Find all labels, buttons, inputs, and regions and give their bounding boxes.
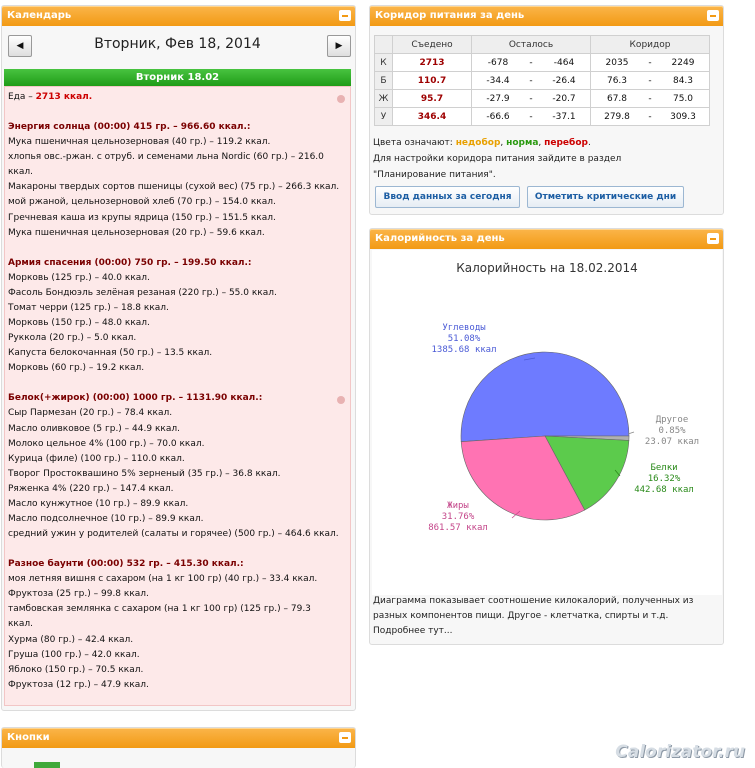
food-total-value: 2713 ккал. [35,92,93,102]
row-label: У [375,108,393,126]
buttons-panel-icon [34,762,60,768]
remaining-min: -27.9 [472,90,525,108]
food-item: моя летняя вишня с сахаром (на 1 кг 100 гр) (40 гр.) – 33.4 ккал. [8,574,318,585]
buttons-panel-header [2,728,355,748]
food-item: Капуста белокочанная (50 гр.) – 13.5 ккал. [8,348,213,359]
remaining-min: -34.4 [472,72,525,90]
chart-desc-line2: разных компонентов пищи. Другое - клетчатка, спирты и т.д. [373,611,669,621]
calendar-panel-header [2,6,355,26]
meal-header: Армия спасения (00:00) 750 гр. – 199.50 ккал.: [8,257,252,268]
food-item: Томат черри (125 гр.) – 18.8 ккал. [8,302,169,313]
minimize-icon[interactable] [339,732,351,743]
corridor-max: 309.3 [657,108,710,126]
drop-icon[interactable] [337,95,345,103]
food-item: Макароны твердых сортов пшеницы (сухой вес) (75 гр.) – 266.3 ккал. [8,182,340,193]
food-item: Фруктоза (25 гр.) – 99.8 ккал. [8,589,149,600]
pie-label-kcal-label: 442.68 ккал [634,485,694,495]
food-item: ккал. [8,167,34,178]
arrow-right-icon: ▶ [335,41,343,51]
next-day-button[interactable] [327,35,351,57]
corridor-min: 67.8 [591,90,644,108]
top-cut-text [0,0,755,4]
dash: - [524,108,538,126]
enter-today-button[interactable]: Ввод данных за сегодня [375,186,520,208]
pie-label-percent-label: 31.76% [441,512,475,522]
eaten-value: 110.7 [393,72,472,90]
calories-panel-title: Калорийность за день [375,233,505,244]
legend-under: недобор [455,138,501,148]
corridor-row [375,90,710,108]
remaining-min: -678 [472,54,525,72]
col-eaten: Съедено [393,36,472,54]
food-item: Хурма (80 гр.) – 42.4 ккал. [8,634,134,645]
pie-label-name: Углеводы [442,323,486,333]
legend-over: перебор [544,138,588,148]
pie-label-name: Другое [655,415,689,425]
dash: - [643,108,657,126]
watermark-logo: Calorizator.ru [615,742,745,762]
food-item: Морковь (125 гр.) – 40.0 ккал. [8,272,150,283]
food-item: Курица (филе) (100 гр.) – 110.0 ккал. [8,453,185,464]
food-total: Еда – 2713 ккал. [8,92,93,102]
pie-label-kcal-label: 861.57 ккал [428,523,488,533]
corridor-hint-line2: "Планирование питания". [373,170,496,180]
pie-label-name: Белки [650,463,678,473]
pie-label-kcal-label: 1385.68 ккал [431,345,497,355]
calendar-panel-title: Календарь [7,10,72,21]
corridor-max: 2249 [657,54,710,72]
food-item: Фасоль Бондюэль зелёная резаная (220 гр.) – 55.0 ккал. [8,287,277,298]
corridor-min: 279.8 [591,108,644,126]
food-item: мой ржаной, цельнозерновой хлеб (70 гр.) – 154.0 ккал. [8,197,276,208]
corridor-corner [375,36,393,54]
chart-title: Калорийность на 18.02.2014 [456,261,638,275]
prev-day-button[interactable] [8,35,32,57]
meal-header: Разное баунти (00:00) 532 гр. – 415.30 ккал.: [8,559,244,570]
minimize-icon[interactable] [707,233,719,244]
col-remaining: Осталось [472,36,591,54]
meal-header: Белок(+жирок) (00:00) 1000 гр. – 1131.90 ккал.: [8,393,263,404]
pie-label-kcal-label: 23.07 ккал [644,437,700,447]
food-item: Руккола (20 гр.) – 5.0 ккал. [8,333,137,344]
eaten-value: 95.7 [393,90,472,108]
calories-chart-area [372,250,722,595]
corridor-min: 2035 [591,54,644,72]
pie-label-percent-label: 16.32% [647,474,681,484]
food-item: ккал. [8,619,34,630]
meal-header: Энергия солнца (00:00) 415 гр. – 966.60 ккал.: [8,122,251,133]
legend-norm: норма [506,138,539,148]
pie-label-percent-label: 0.85% [658,426,686,436]
remaining-max: -37.1 [538,108,591,126]
food-item: Фруктоза (12 гр.) – 47.9 ккал. [8,679,149,690]
corridor-table [374,35,710,126]
food-item: Масло кунжутное (10 гр.) – 89.9 ккал. [8,498,189,509]
eaten-value: 2713 [393,54,472,72]
remaining-min: -66.6 [472,108,525,126]
chart-desc-line1: Диаграмма показывает соотношение килокалорий, полученных из [373,596,694,606]
pie-label-percent-label: 51.08% [447,334,481,344]
remaining-max: -26.4 [538,72,591,90]
date-title: Вторник, Фев 18, 2014 [94,36,261,52]
pie-slice-0[interactable] [461,352,629,442]
food-item: Мука пшеничная цельнозерновая (20 гр.) – 59.6 ккал. [8,227,265,238]
arrow-left-icon: ◀ [16,41,24,51]
food-item: Морковь (150 гр.) – 48.0 ккал. [8,318,150,329]
eaten-value: 346.4 [393,108,472,126]
food-item: Масло оливковое (5 гр.) – 44.9 ккал. [8,423,180,434]
colors-legend: Цвета означают: недобор, норма, перебор. [373,138,591,148]
row-label: Б [375,72,393,90]
food-item: Масло подсолнечное (10 гр.) – 89.9 ккал. [8,513,204,524]
col-corridor: Коридор [591,36,710,54]
minimize-icon[interactable] [339,10,351,21]
dash: - [524,54,538,72]
corridor-min: 76.3 [591,72,644,90]
food-item: Мука пшеничная цельнозерновая (40 гр.) – 119.2 ккал. [8,137,271,148]
row-label: Ж [375,90,393,108]
remaining-max: -20.7 [538,90,591,108]
food-item: Морковь (60 гр.) – 19.2 ккал. [8,363,145,374]
corridor-panel-header [370,6,723,26]
day-bar: Вторник 18.02 [4,69,351,86]
dash: - [643,54,657,72]
food-item: Молоко цельное 4% (100 гр.) – 70.0 ккал. [8,438,205,449]
calories-pie-chart [372,250,722,595]
corridor-hint-line1: Для настройки коридора питания зайдите в раздел [373,154,622,164]
food-item: Яблоко (150 гр.) – 70.5 ккал. [8,664,144,675]
remaining-max: -464 [538,54,591,72]
food-item: средний ужин у родителей (салаты и горячее) (500 гр.) – 464.6 ккал. [8,529,339,540]
dash: - [524,90,538,108]
mark-critical-days-button[interactable]: Отметить критические дни [527,186,684,208]
corridor-max: 75.0 [657,90,710,108]
drop-icon[interactable] [337,396,345,404]
food-item: Груша (100 гр.) – 42.0 ккал. [8,649,140,660]
corridor-panel-title: Коридор питания за день [375,10,525,21]
corridor-max: 84.3 [657,72,710,90]
food-item: хлопья овс.-ржан. с отруб. и семенами льна Nordic (60 гр.) – 216.0 [8,152,324,163]
buttons-panel-title: Кнопки [7,732,50,743]
row-label: К [375,54,393,72]
dash: - [524,72,538,90]
chart-more-link[interactable]: Подробнее тут... [373,626,453,636]
food-item: Гречневая каша из крупы ядрица (150 гр.) – 151.5 ккал. [8,212,276,223]
food-item: Ряженка 4% (220 гр.) – 147.4 ккал. [8,483,174,494]
corridor-row [375,54,710,72]
corridor-row [375,72,710,90]
food-item: Творог Простоквашино 5% зерненый (35 гр.) – 36.8 ккал. [8,468,281,479]
corridor-row [375,108,710,126]
food-item: Сыр Пармезан (20 гр.) – 78.4 ккал. [8,408,173,419]
dash: - [643,90,657,108]
pie-label-name: Жиры [447,501,469,511]
day-food-list [4,86,351,706]
minimize-icon[interactable] [707,10,719,21]
dash: - [643,72,657,90]
food-item: тамбовская землянка с сахаром (на 1 кг 100 гр) (125 гр.) – 79.3 [8,604,311,615]
calories-panel-header [370,229,723,249]
